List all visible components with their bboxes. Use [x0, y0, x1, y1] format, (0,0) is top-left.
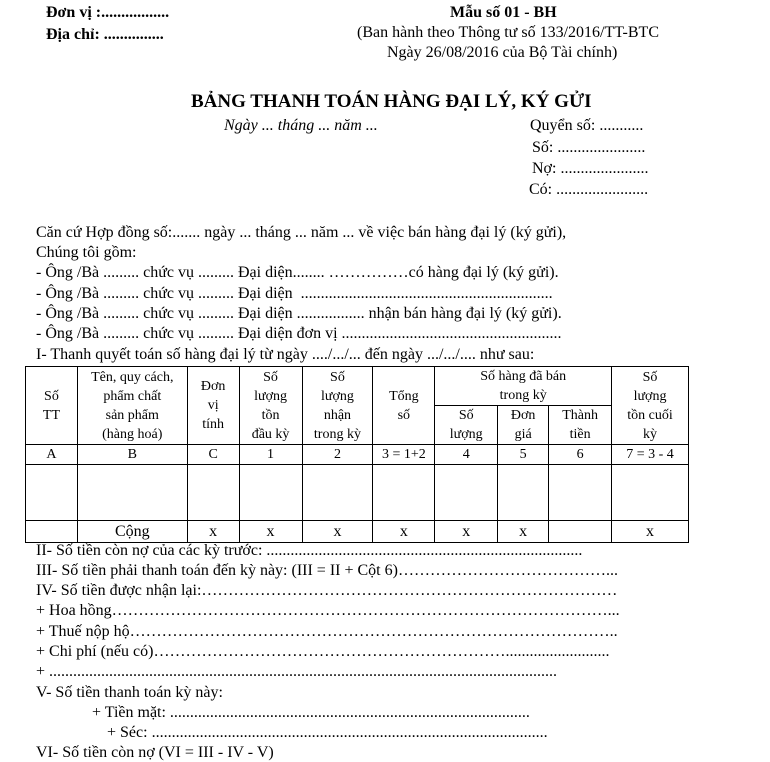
- section-6: VI- Số tiền còn nợ (VI = III - IV - V): [36, 744, 274, 761]
- address-label: Địa chỉ: ...............: [46, 26, 164, 43]
- cash-line: + Tiền mặt: ..........................................................................................: [92, 704, 530, 721]
- code-cell: C: [187, 445, 239, 465]
- expense-line: + Chi phí (nếu có)…………………………………………………………..........................: [36, 643, 610, 660]
- issued-line-2: Ngày 26/08/2016 của Bộ Tài chính): [387, 44, 618, 61]
- table-cell[interactable]: [612, 465, 689, 521]
- table-cell[interactable]: [373, 465, 435, 521]
- contract-line: Căn cứ Hợp đồng số:....... ngày ... tháng ... năm ... về việc bán hàng đại lý (ký gửi),: [36, 224, 567, 241]
- code-cell: 4: [435, 445, 498, 465]
- header-unit: Đơn vị tính: [187, 367, 239, 445]
- debit-account: Nợ: ......................: [532, 160, 649, 177]
- commission-line: + Hoa hồng…………………………………………………………………………………...: [36, 602, 620, 619]
- party-line-1: - Ông /Bà ......... chức vụ ......... Đại diện........ ……………có hàng đại lý (ký gửi).: [36, 264, 559, 281]
- total-row: [26, 521, 689, 543]
- date-line: Ngày ... tháng ... năm ...: [224, 117, 378, 134]
- total-cell: x: [187, 521, 239, 543]
- party-line-3: - Ông /Bà ......... chức vụ ......... Đại diện ................. nhận bán hàng đại lý (ký gửi).: [36, 305, 562, 322]
- code-cell: B: [77, 445, 187, 465]
- header-sold-price: Đơn giá: [498, 406, 549, 445]
- settlement-table: [25, 366, 689, 543]
- code-cell: 2: [302, 445, 373, 465]
- cheque-line: + Séc: ...................................................................................................: [107, 724, 548, 741]
- total-cell: x: [373, 521, 435, 543]
- section-3: III- Số tiền phải thanh toán đến kỳ này: (III = II + Cột 6)…………………………………...: [36, 562, 618, 579]
- header-opening-qty: Số lượng tồn đầu kỳ: [239, 367, 302, 445]
- code-cell: 1: [239, 445, 302, 465]
- table-cell[interactable]: [302, 465, 373, 521]
- header-closing-qty: Số lượng tồn cuối kỳ: [612, 367, 689, 445]
- form-code: Mẫu số 01 - BH: [450, 4, 557, 21]
- section-4: IV- Số tiền được nhận lại:……………………………………………………………………: [36, 582, 618, 599]
- total-cell: x: [239, 521, 302, 543]
- issued-line-1: (Ban hành theo Thông tư số 133/2016/TT-BTC: [357, 24, 659, 41]
- table-row: [26, 465, 689, 521]
- code-cell: A: [26, 445, 78, 465]
- header-sold: Số hàng đã bán trong kỳ: [435, 367, 612, 406]
- book-number: Quyển số: ...........: [530, 117, 644, 134]
- table-cell[interactable]: [187, 465, 239, 521]
- unit-label: Đơn vị :.................: [46, 4, 170, 21]
- header-sold-qty: Số lượng: [435, 406, 498, 445]
- code-cell: 6: [549, 445, 612, 465]
- table-cell[interactable]: [26, 465, 78, 521]
- tax-line: + Thuế nộp hộ………………………………………………………………………………..: [36, 623, 618, 640]
- column-code-row: [26, 445, 689, 465]
- total-cell: x: [435, 521, 498, 543]
- party-line-2: - Ông /Bà ......... chức vụ ......... Đại diện ...............................................................: [36, 285, 553, 302]
- party-line-4: - Ông /Bà ......... chức vụ ......... Đại diện đơn vị .......................................................: [36, 325, 562, 342]
- total-cell: [549, 521, 612, 543]
- total-cell: x: [498, 521, 549, 543]
- we-include: Chúng tôi gồm:: [36, 244, 137, 261]
- credit-account: Có: .......................: [529, 181, 649, 198]
- total-cell: x: [302, 521, 373, 543]
- total-cell: x: [612, 521, 689, 543]
- code-cell: 3 = 1+2: [373, 445, 435, 465]
- table-cell[interactable]: [77, 465, 187, 521]
- section-1-heading: I- Thanh quyết toán số hàng đại lý từ ngày ..../.../... đến ngày .../.../.... như sau:: [36, 346, 535, 363]
- section-5: V- Số tiền thanh toán kỳ này:: [36, 684, 223, 701]
- header-total: Tổng số: [373, 367, 435, 445]
- table-cell[interactable]: [435, 465, 498, 521]
- header-sold-amount: Thành tiền: [549, 406, 612, 445]
- table-cell[interactable]: [239, 465, 302, 521]
- header-product-name: Tên, quy cách, phẩm chất sản phẩm (hàng hoá): [77, 367, 187, 445]
- header-stt: Số TT: [26, 367, 78, 445]
- total-label: Cộng: [77, 521, 187, 543]
- header-received-qty: Số lượng nhận trong kỳ: [302, 367, 373, 445]
- code-cell: 7 = 3 - 4: [612, 445, 689, 465]
- section-2: II- Số tiền còn nợ của các kỳ trước: ...............................................................................: [36, 542, 583, 559]
- code-cell: 5: [498, 445, 549, 465]
- document-title: BẢNG THANH TOÁN HÀNG ĐẠI LÝ, KÝ GỬI: [191, 91, 592, 112]
- table-cell[interactable]: [549, 465, 612, 521]
- other-line: + ...............................................................................................................................: [36, 663, 558, 680]
- table-cell[interactable]: [498, 465, 549, 521]
- total-cell: [26, 521, 78, 543]
- doc-number: Số: ......................: [532, 139, 646, 156]
